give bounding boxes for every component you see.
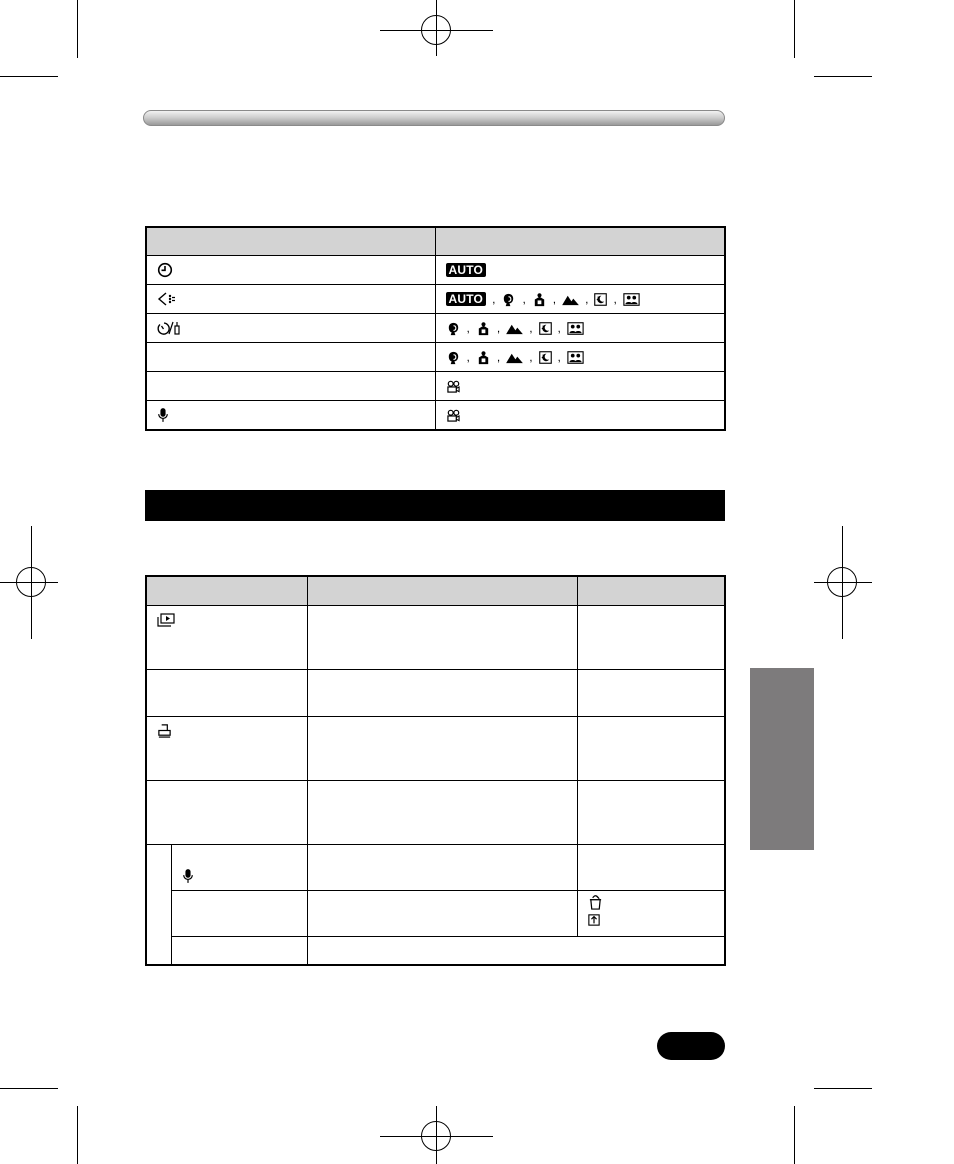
submenu-cell — [171, 891, 307, 937]
microphone-icon — [182, 868, 194, 884]
portrait-icon — [446, 321, 461, 336]
portrait-icon — [446, 350, 461, 365]
separator: , — [466, 321, 470, 335]
movie-icon — [446, 380, 461, 393]
availability-table — [145, 226, 726, 431]
table-row — [146, 343, 725, 372]
function-cell — [146, 401, 435, 431]
ref-cell — [577, 845, 725, 891]
ref-cell — [577, 781, 725, 845]
separator: , — [557, 321, 561, 335]
separator: , — [529, 350, 533, 364]
print-icon — [157, 723, 172, 738]
description-cell — [307, 891, 577, 937]
table-row — [146, 285, 725, 314]
landscape-icon — [506, 351, 523, 364]
modes-cell — [435, 401, 725, 431]
group-cell — [146, 845, 171, 965]
ref-icon-line — [588, 912, 725, 929]
table-header-row — [146, 576, 725, 606]
auto-mode-icon: AUTO — [446, 263, 487, 277]
erase-icon — [588, 895, 603, 910]
section-heading-bar — [145, 490, 725, 521]
table-row — [146, 781, 725, 845]
separator: , — [613, 292, 617, 306]
header-cell-function — [146, 227, 435, 256]
description-cell — [307, 937, 725, 965]
table-row — [146, 937, 725, 965]
night-scene-icon — [539, 351, 552, 364]
description-cell — [307, 781, 577, 845]
header-cell-description — [307, 576, 577, 606]
separator: , — [585, 292, 589, 306]
menu-cell — [146, 781, 307, 845]
separator: , — [557, 350, 561, 364]
table-row — [146, 256, 725, 285]
ref-cell — [577, 606, 725, 670]
self-portrait-icon — [623, 293, 640, 306]
submenu-cell — [171, 937, 307, 965]
landscape-portrait-icon — [476, 321, 491, 336]
description-cell — [307, 717, 577, 781]
separator: , — [529, 321, 533, 335]
flash-icon — [157, 291, 177, 307]
night-scene-icon — [594, 293, 607, 306]
function-cell — [146, 256, 435, 285]
menu-cell — [146, 606, 307, 670]
separator: , — [522, 292, 526, 306]
auto-mode-icon: AUTO — [446, 292, 487, 306]
landscape-portrait-icon — [532, 292, 547, 307]
ref-icon-line — [588, 895, 725, 912]
table-row — [146, 606, 725, 670]
header-cell-menu — [146, 576, 307, 606]
playback-table — [145, 575, 726, 966]
modes-cell — [435, 372, 725, 401]
header-cell-ref — [577, 576, 725, 606]
description-cell — [307, 606, 577, 670]
ref-cell — [577, 891, 725, 937]
menu-cell — [146, 717, 307, 781]
function-cell — [146, 285, 435, 314]
night-scene-icon — [539, 322, 552, 335]
function-cell — [146, 343, 435, 372]
header-bar — [143, 110, 725, 126]
table-row — [146, 314, 725, 343]
modes-cell — [435, 314, 725, 343]
table-row — [146, 372, 725, 401]
table-row — [146, 845, 725, 891]
separator: , — [496, 321, 501, 335]
separator: , — [496, 350, 501, 364]
function-cell — [146, 372, 435, 401]
landscape-icon — [506, 322, 523, 335]
description-cell — [307, 845, 577, 891]
portrait-icon — [501, 292, 516, 307]
movie-icon — [446, 409, 461, 422]
self-portrait-icon — [567, 322, 584, 335]
function-cell — [146, 314, 435, 343]
self-portrait-icon — [567, 351, 584, 364]
separator: , — [492, 292, 496, 306]
slideshow-icon — [157, 613, 175, 627]
protect-icon — [588, 914, 600, 926]
page-number-badge — [657, 1032, 725, 1060]
table-row — [146, 401, 725, 431]
ref-cell — [577, 717, 725, 781]
menu-cell — [146, 670, 307, 717]
table-row — [146, 891, 725, 937]
selftimer-remote-icon — [157, 320, 181, 336]
table-header-row — [146, 227, 725, 256]
microphone-icon — [157, 407, 169, 423]
landscape-portrait-icon — [476, 350, 491, 365]
submenu-cell — [171, 845, 307, 891]
modes-cell — [435, 343, 725, 372]
header-cell-modes — [435, 227, 725, 256]
landscape-icon — [562, 293, 579, 306]
ref-cell — [577, 670, 725, 717]
separator: , — [552, 292, 557, 306]
table-row — [146, 670, 725, 717]
clock-icon — [157, 262, 173, 278]
side-tab — [750, 668, 814, 850]
modes-cell — [435, 256, 725, 285]
description-cell — [307, 670, 577, 717]
table-row — [146, 717, 725, 781]
modes-cell — [435, 285, 725, 314]
separator: , — [466, 350, 470, 364]
